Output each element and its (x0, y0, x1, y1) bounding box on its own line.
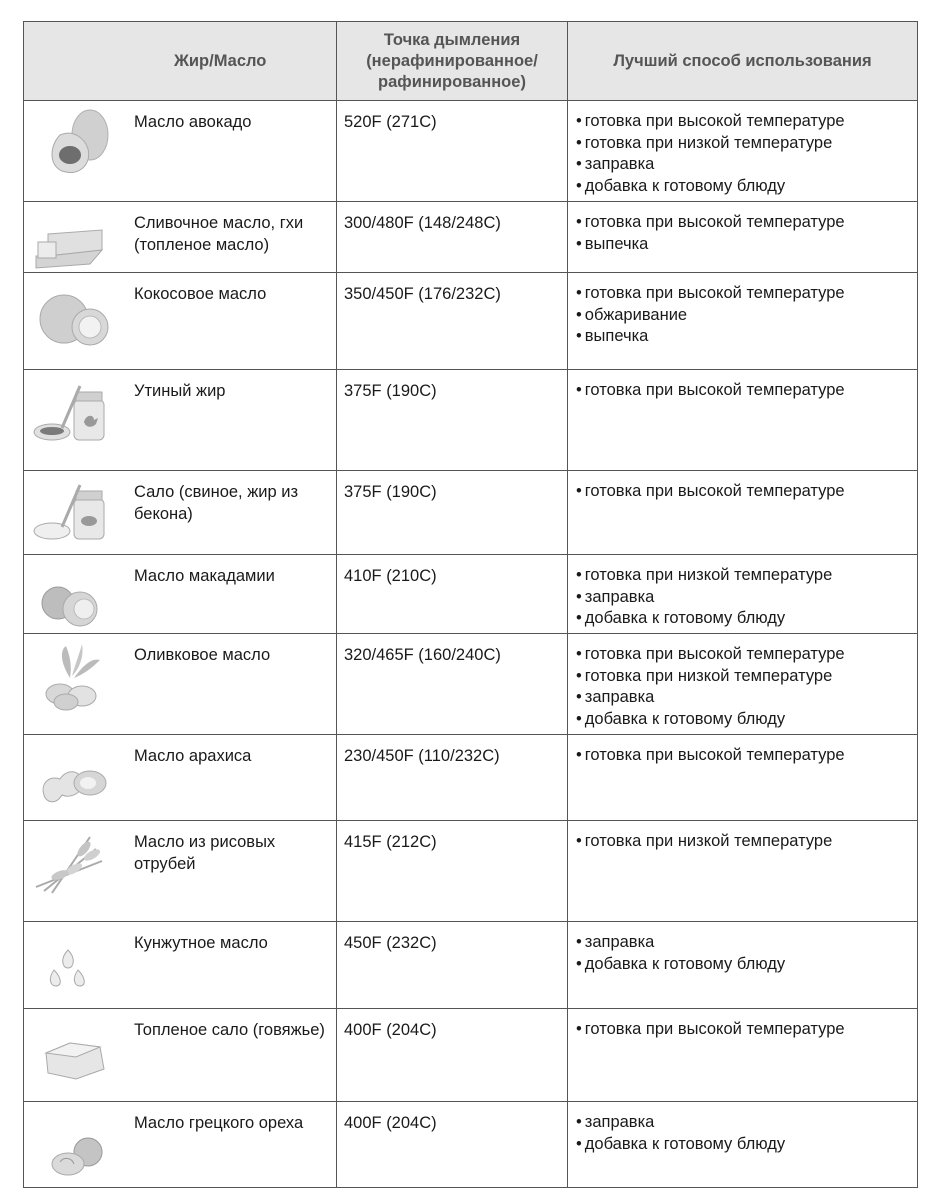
tallow-icon (30, 1013, 116, 1087)
use-item: • готовка при высокой температуре (576, 481, 917, 503)
use-item: • готовка при высокой температуре (576, 283, 917, 305)
header-fat: Жир/Масло (24, 22, 337, 101)
avocado-icon (30, 105, 116, 179)
use-item: • готовка при высокой температуре (576, 644, 917, 666)
sesame-icon (30, 926, 116, 1000)
use-item: • заправка (576, 687, 917, 709)
table-row (24, 370, 918, 471)
table-row (24, 273, 918, 370)
table-row (24, 1102, 918, 1188)
use-list (576, 1112, 917, 1155)
fat-name: Сливочное масло, гхи (топленое масло) (134, 214, 304, 254)
smoke-point: 375F (190C) (337, 471, 568, 555)
fat-name: Кунжутное масло (134, 934, 268, 952)
use-item: • готовка при высокой температуре (576, 111, 917, 133)
use-item: • обжаривание (576, 305, 917, 327)
table-header-row (24, 22, 918, 101)
use-list (576, 111, 917, 197)
use-item: • готовка при высокой температуре (576, 1019, 917, 1041)
table-row (24, 821, 918, 922)
rice-bran-icon (30, 825, 116, 899)
duck-fat-jar-icon (30, 374, 116, 448)
use-list (576, 212, 917, 255)
smoke-point: 400F (204C) (337, 1009, 568, 1102)
smoke-point: 520F (271C) (337, 101, 568, 202)
use-item: • готовка при низкой температуре (576, 565, 917, 587)
smoke-point: 400F (204C) (337, 1102, 568, 1188)
use-item: • добавка к готовому блюду (576, 176, 917, 198)
use-list (576, 380, 917, 402)
use-list (576, 1019, 917, 1041)
table-row (24, 922, 918, 1009)
table-row (24, 634, 918, 735)
olive-icon (30, 638, 116, 712)
use-item: • заправка (576, 154, 917, 176)
peanut-icon (30, 739, 116, 813)
use-item: • добавка к готовому блюду (576, 1134, 917, 1156)
use-list (576, 565, 917, 630)
use-item: • выпечка (576, 326, 917, 348)
use-list (576, 831, 917, 853)
smoke-point: 450F (232C) (337, 922, 568, 1009)
fat-name: Масло авокадо (134, 113, 252, 131)
use-item: • готовка при низкой температуре (576, 133, 917, 155)
table-row (24, 101, 918, 202)
use-item: • готовка при высокой температуре (576, 380, 917, 402)
use-item: • готовка при высокой температуре (576, 745, 917, 767)
fat-name: Утиный жир (134, 382, 226, 400)
use-list (576, 481, 917, 503)
use-item: • заправка (576, 932, 917, 954)
smoke-point: 415F (212C) (337, 821, 568, 922)
table-row (24, 555, 918, 634)
coconut-icon (30, 277, 116, 351)
use-item: • добавка к готовому блюду (576, 709, 917, 731)
smoke-point: 375F (190C) (337, 370, 568, 471)
fat-name: Сало (свиное, жир из бекона) (134, 483, 299, 523)
smoke-point: 410F (210C) (337, 555, 568, 634)
header-smoke-point: Точка дымления (нерафинированное/ рафинированное) (337, 22, 568, 101)
smoke-point: 230/450F (110/232C) (337, 735, 568, 821)
use-list (576, 644, 917, 730)
smoke-point: 320/465F (160/240C) (337, 634, 568, 735)
fat-name: Масло арахиса (134, 747, 252, 765)
table-row (24, 735, 918, 821)
use-item: • заправка (576, 587, 917, 609)
use-list (576, 283, 917, 348)
fat-name: Топленое сало (говяжье) (134, 1021, 325, 1039)
fat-name: Кокосовое масло (134, 285, 267, 303)
butter-icon (30, 206, 116, 280)
use-item: • добавка к готовому блюду (576, 608, 917, 630)
table-row (24, 471, 918, 555)
macadamia-icon (30, 559, 116, 633)
use-item: • выпечка (576, 234, 917, 256)
use-item: • заправка (576, 1112, 917, 1134)
table-row (24, 202, 918, 273)
fat-name: Масло макадамии (134, 567, 275, 585)
fat-name: Масло грецкого ореха (134, 1114, 304, 1132)
smoke-point: 350/450F (176/232C) (337, 273, 568, 370)
walnut-icon (30, 1106, 116, 1180)
lard-jar-icon (30, 475, 116, 549)
header-best-use: Лучший способ использования (568, 22, 918, 101)
table-row (24, 1009, 918, 1102)
fat-name: Оливковое масло (134, 646, 271, 664)
use-item: • готовка при низкой температуре (576, 666, 917, 688)
use-item: • добавка к готовому блюду (576, 954, 917, 976)
use-list (576, 745, 917, 767)
fat-name: Масло из рисовых отрубей (134, 833, 276, 873)
use-item: • готовка при высокой температуре (576, 212, 917, 234)
use-list (576, 932, 917, 975)
use-item: • готовка при низкой температуре (576, 831, 917, 853)
fat-smoke-point-table (23, 21, 918, 1188)
smoke-point: 300/480F (148/248C) (337, 202, 568, 273)
